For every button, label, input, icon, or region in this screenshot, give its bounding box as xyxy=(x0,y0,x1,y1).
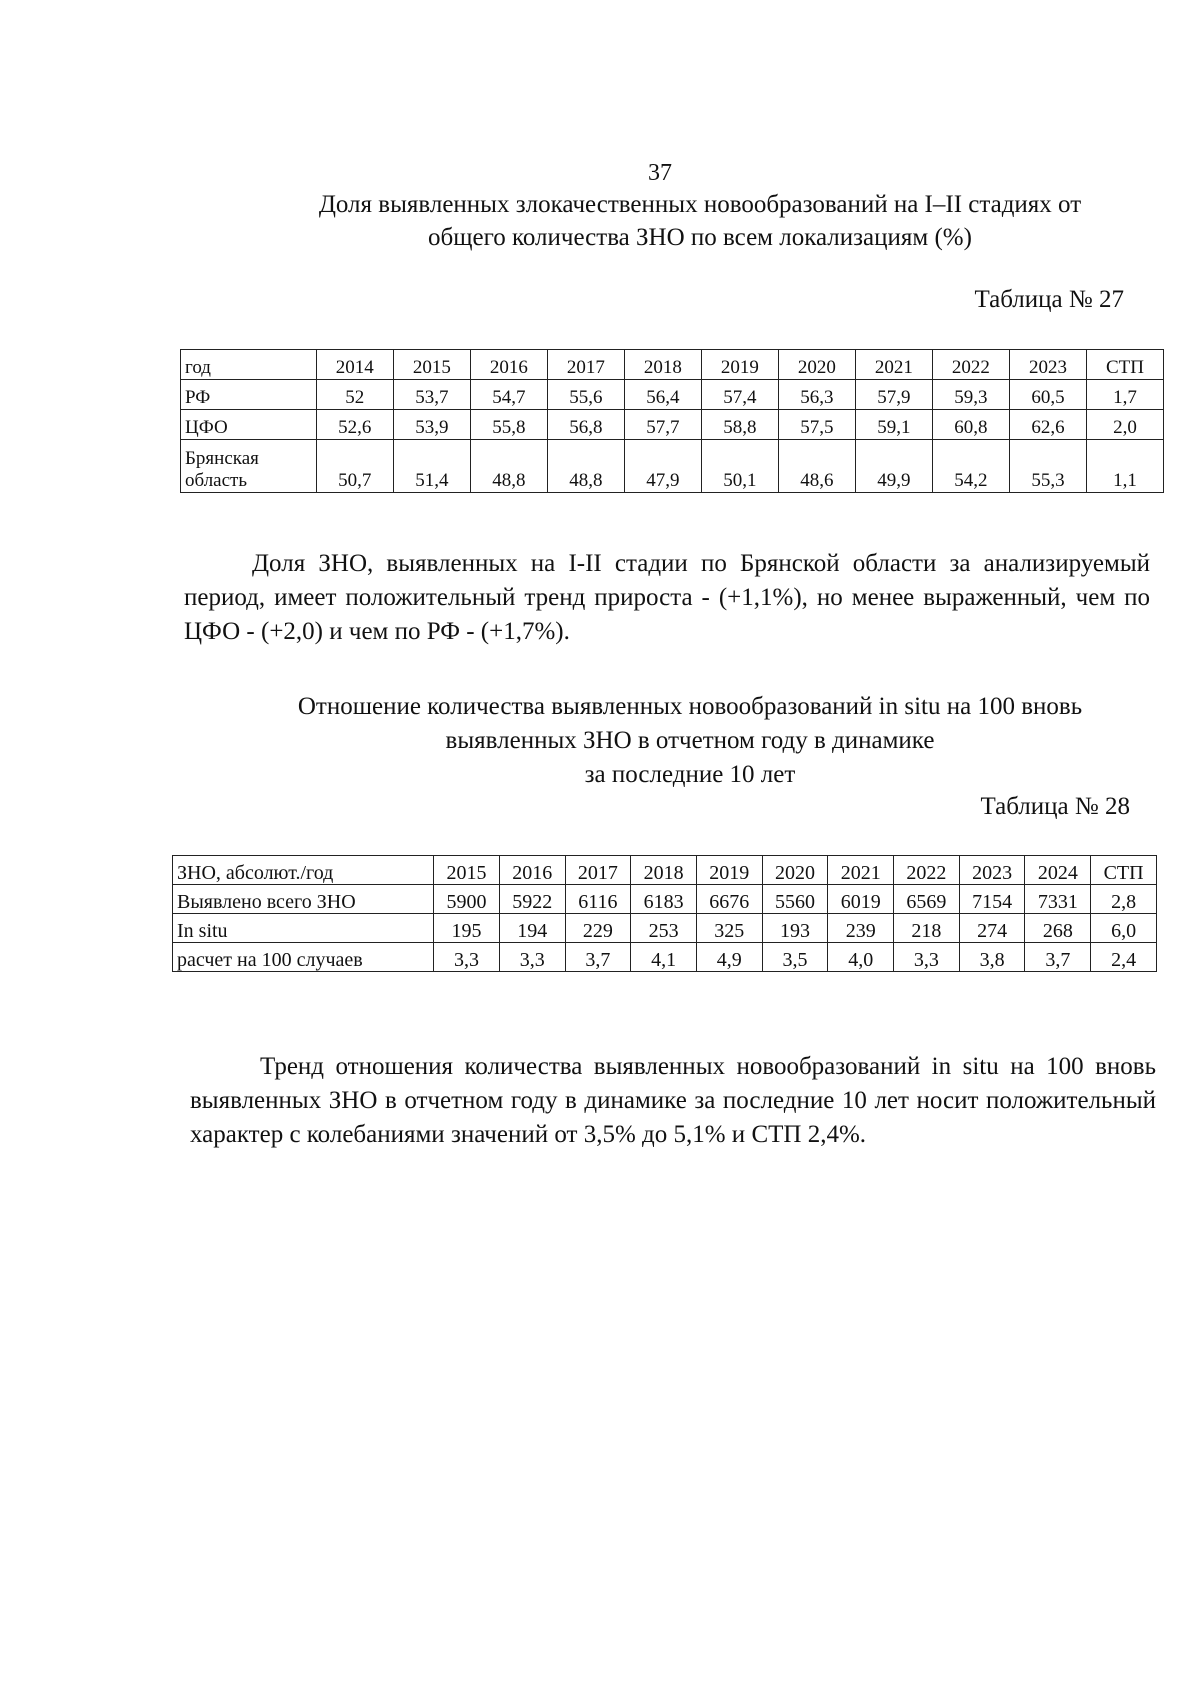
table-cell: 5922 xyxy=(499,885,565,914)
table-cell: 49,9 xyxy=(855,440,932,493)
table28-title-line2: выявленных ЗНО в отчетном году в динамике xyxy=(445,727,935,754)
table-cell: 56,4 xyxy=(624,380,701,410)
row-label: In situ xyxy=(173,914,434,943)
table-header-cell: 2016 xyxy=(499,856,565,885)
table-cell: 47,9 xyxy=(624,440,701,493)
table-cell: 60,8 xyxy=(932,410,1009,440)
table-cell: 54,7 xyxy=(470,380,547,410)
table-header-cell: СТП xyxy=(1091,856,1157,885)
table-header-cell: 2016 xyxy=(470,350,547,380)
table-header-cell: 2023 xyxy=(1009,350,1086,380)
table-cell: 3,3 xyxy=(434,943,500,972)
table-cell: 56,8 xyxy=(547,410,624,440)
table-cell: 325 xyxy=(696,914,762,943)
table-header-row xyxy=(181,350,1164,380)
table-cell: 52,6 xyxy=(316,410,393,440)
table-cell: 6116 xyxy=(565,885,631,914)
table-cell: 53,7 xyxy=(393,380,470,410)
row-label xyxy=(181,440,317,493)
table-cell: 253 xyxy=(631,914,697,943)
table-header-cell: 2019 xyxy=(701,350,778,380)
table-header-cell: 2024 xyxy=(1025,856,1091,885)
table-cell: 1,1 xyxy=(1086,440,1163,493)
table-header-row xyxy=(173,856,1157,885)
table-header-cell: 2023 xyxy=(959,856,1025,885)
table-cell: 239 xyxy=(828,914,894,943)
table-cell: 3,8 xyxy=(959,943,1025,972)
table27-title xyxy=(220,188,1180,254)
row-label: расчет на 100 случаев xyxy=(173,943,434,972)
table-cell: 4,1 xyxy=(631,943,697,972)
row-label: Выявлено всего ЗНО xyxy=(173,885,434,914)
table-cell: 3,7 xyxy=(565,943,631,972)
table-cell: 4,9 xyxy=(696,943,762,972)
table-cell: 50,1 xyxy=(701,440,778,493)
table-cell: 195 xyxy=(434,914,500,943)
table-cell: 2,8 xyxy=(1091,885,1157,914)
table-header-cell: 2020 xyxy=(762,856,828,885)
table-cell: 268 xyxy=(1025,914,1091,943)
table-cell: 218 xyxy=(894,914,960,943)
table-cell: 3,3 xyxy=(499,943,565,972)
paragraph-in-situ-trend: Тренд отношения количества выявленных новообразований in situ на 100 вновь выявленных ЗНО в отчетном году в динамике за последние 10 лет носит положительный характер с колебаниями значений от 3,5% до 5,1% и СТП 2,4%. xyxy=(190,1053,1156,1148)
table-header-cell: 2021 xyxy=(855,350,932,380)
table-cell: 3,5 xyxy=(762,943,828,972)
table28-title xyxy=(240,690,1140,792)
page-number: 37 xyxy=(648,160,672,186)
table-row xyxy=(181,380,1164,410)
table-cell: 56,3 xyxy=(778,380,855,410)
table-cell: 59,1 xyxy=(855,410,932,440)
table-cell: 52 xyxy=(316,380,393,410)
table-row xyxy=(181,410,1164,440)
table-header-cell: 2018 xyxy=(624,350,701,380)
table-cell: 62,6 xyxy=(1009,410,1086,440)
table-cell: 1,7 xyxy=(1086,380,1163,410)
table-28 xyxy=(172,855,1157,972)
table-header-cell: 2022 xyxy=(932,350,1009,380)
row-label: ЦФО xyxy=(181,410,317,440)
table-cell: 4,0 xyxy=(828,943,894,972)
table27-title-line2: общего количества ЗНО по всем локализациям (%) xyxy=(428,224,972,251)
table-header-cell: ЗНО, абсолют./год xyxy=(173,856,434,885)
row-label-line: область xyxy=(185,470,248,491)
table-cell: 2,0 xyxy=(1086,410,1163,440)
table-cell: 48,6 xyxy=(778,440,855,493)
table-27 xyxy=(180,349,1164,493)
table-cell: 6183 xyxy=(631,885,697,914)
table-cell: 7154 xyxy=(959,885,1025,914)
table-cell: 57,7 xyxy=(624,410,701,440)
table28-title-line1: Отношение количества выявленных новообразований in situ на 100 вновь xyxy=(297,693,1083,720)
table-header-cell: 2014 xyxy=(316,350,393,380)
table27-title-line1: Доля выявленных злокачественных новообразований на I–II стадиях от xyxy=(318,191,1082,218)
table-header-cell: 2020 xyxy=(778,350,855,380)
table28-title-line3: за последние 10 лет xyxy=(584,761,796,788)
row-label-line: Брянская xyxy=(185,448,259,469)
table-cell: 3,3 xyxy=(894,943,960,972)
table-cell: 5900 xyxy=(434,885,500,914)
table-header-cell: год xyxy=(181,350,317,380)
table-row xyxy=(173,943,1157,972)
table-row xyxy=(181,440,1164,493)
table-cell: 60,5 xyxy=(1009,380,1086,410)
table-header-cell: 2017 xyxy=(565,856,631,885)
table-cell: 48,8 xyxy=(470,440,547,493)
table-header-cell: 2019 xyxy=(696,856,762,885)
table-cell: 6569 xyxy=(894,885,960,914)
table-cell: 55,8 xyxy=(470,410,547,440)
table-cell: 274 xyxy=(959,914,1025,943)
table-cell: 6019 xyxy=(828,885,894,914)
paragraph-stage-trend: Доля ЗНО, выявленных на I-II стадии по Брянской области за анализируемый период, имеет положительный тренд прироста - (+1,1%), но менее выраженный, чем по ЦФО - (+2,0) и чем по РФ - (+1,7%). xyxy=(184,550,1150,645)
table-header-cell: 2015 xyxy=(393,350,470,380)
table-cell: 57,5 xyxy=(778,410,855,440)
table-cell: 48,8 xyxy=(547,440,624,493)
table-cell: 55,3 xyxy=(1009,440,1086,493)
table-cell: 57,9 xyxy=(855,380,932,410)
table-cell: 229 xyxy=(565,914,631,943)
table-header-cell: 2021 xyxy=(828,856,894,885)
table-cell: 5560 xyxy=(762,885,828,914)
table-cell: 3,7 xyxy=(1025,943,1091,972)
table-cell: 6676 xyxy=(696,885,762,914)
table-cell: 2,4 xyxy=(1091,943,1157,972)
table-header-cell: 2018 xyxy=(631,856,697,885)
table-cell: 57,4 xyxy=(701,380,778,410)
table-header-cell: СТП xyxy=(1086,350,1163,380)
table-cell: 53,9 xyxy=(393,410,470,440)
table-cell: 193 xyxy=(762,914,828,943)
table-header-cell: 2022 xyxy=(894,856,960,885)
table-cell: 7331 xyxy=(1025,885,1091,914)
row-label: РФ xyxy=(181,380,317,410)
table-row xyxy=(173,914,1157,943)
table-header-cell: 2015 xyxy=(434,856,500,885)
table-cell: 50,7 xyxy=(316,440,393,493)
table28-caption: Таблица № 28 xyxy=(980,793,1130,820)
table-cell: 58,8 xyxy=(701,410,778,440)
table-cell: 55,6 xyxy=(547,380,624,410)
table-cell: 54,2 xyxy=(932,440,1009,493)
table-row xyxy=(173,885,1157,914)
table-cell: 194 xyxy=(499,914,565,943)
table27-caption: Таблица № 27 xyxy=(974,286,1124,313)
table-header-cell: 2017 xyxy=(547,350,624,380)
table-cell: 51,4 xyxy=(393,440,470,493)
table-cell: 6,0 xyxy=(1091,914,1157,943)
table-cell: 59,3 xyxy=(932,380,1009,410)
